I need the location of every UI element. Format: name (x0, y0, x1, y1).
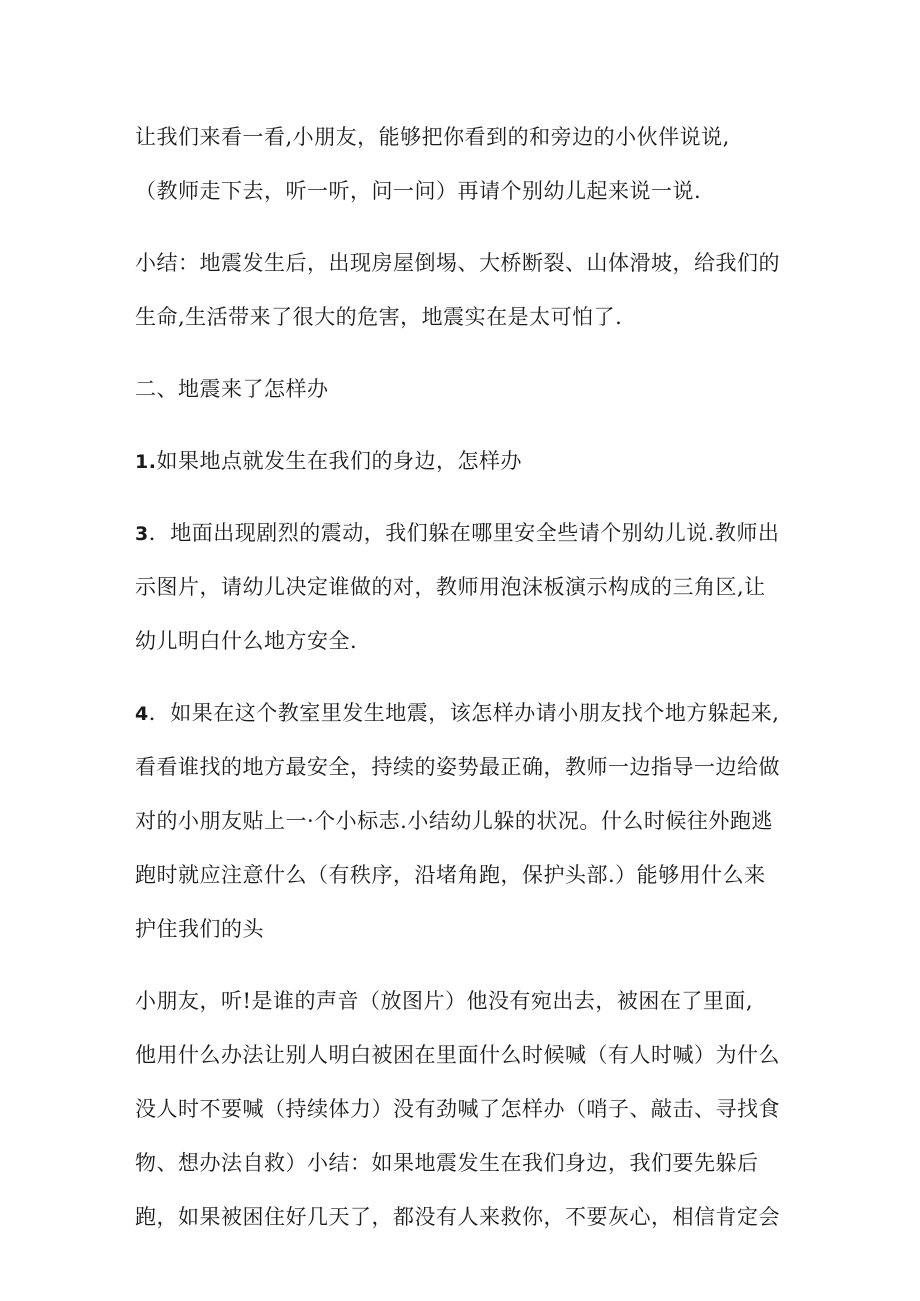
text-line: 对的小朋友贴上一·个小标志.小结幼儿躲的状况。什么时候往外跑逃 (135, 809, 773, 833)
item-text: ．如果在这个教室里发生地震，该怎样办请小朋友找个地方躲起来, (148, 701, 780, 725)
paragraph-item-1 (135, 434, 790, 488)
text-line: 跑时就应注意什么（有秩序，沿堵角跑，保护头部.）能够用什么来 (135, 863, 766, 887)
text-line: 示图片，请幼儿决定谁做的对，教师用泡沫板演示构成的三角区,让 (135, 575, 766, 599)
text-line: 物、想办法自救）小结：如果地震发生在我们身边，我们要先躲后 (135, 1151, 759, 1175)
item-number: 4 (135, 703, 149, 725)
paragraph-intro (135, 110, 790, 218)
item-text: 如果地点就发生在我们的身边，怎样办 (156, 449, 522, 473)
item-text: ．地面出现剧烈的震动，我们躲在哪里安全些请个别幼儿说.教师出 (148, 521, 780, 545)
text-line (135, 686, 790, 740)
paragraph-summary (135, 236, 790, 344)
text-line: 看看谁找的地方最安全，持续的姿势最正确，教师一边指导一边给做 (135, 755, 780, 779)
text-line (135, 434, 790, 488)
text-line: 没人时不要喊（持续体力）没有劲喊了怎样办（哨子、敲击、寻找食 (135, 1097, 780, 1121)
text-line: 小朋友，听!是谁的声音（放图片）他没有宛出去，被困在了里面, (135, 989, 754, 1013)
text-line: 生命,生活带来了很大的危害，地震实在是太可怕了. (135, 305, 623, 329)
text-line: 护住我们的头 (135, 917, 264, 941)
item-number: 1. (135, 451, 157, 473)
text-line: 跑，如果被困住好几天了，都没有人来救你，不要灰心，相信肯定会 (135, 1205, 780, 1229)
document-body (135, 110, 790, 1244)
text-line: 让我们来看一看,小朋友，能够把你看到的和旁边的小伙伴说说, (135, 125, 730, 149)
text-line: 幼儿明白什么地方安全. (135, 629, 358, 653)
text-line: 小结：地震发生后，出现房屋倒埸、大桥断裂、山体滑坡，给我们的 (135, 251, 780, 275)
text-line (135, 506, 790, 560)
heading-text: 二、地震来了怎样办 (135, 377, 329, 401)
paragraph-trapped (135, 974, 790, 1244)
paragraph-item-3 (135, 506, 790, 668)
item-number: 3 (135, 523, 149, 545)
section-heading (135, 362, 790, 416)
text-line: （教师走下去，听一听，问一问）再请个别幼儿起来说一说. (135, 179, 702, 203)
paragraph-item-4 (135, 686, 790, 956)
text-line: 他用什么办法让别人明白被困在里面什么时候喊（有人时喊）为什么 (135, 1043, 780, 1067)
